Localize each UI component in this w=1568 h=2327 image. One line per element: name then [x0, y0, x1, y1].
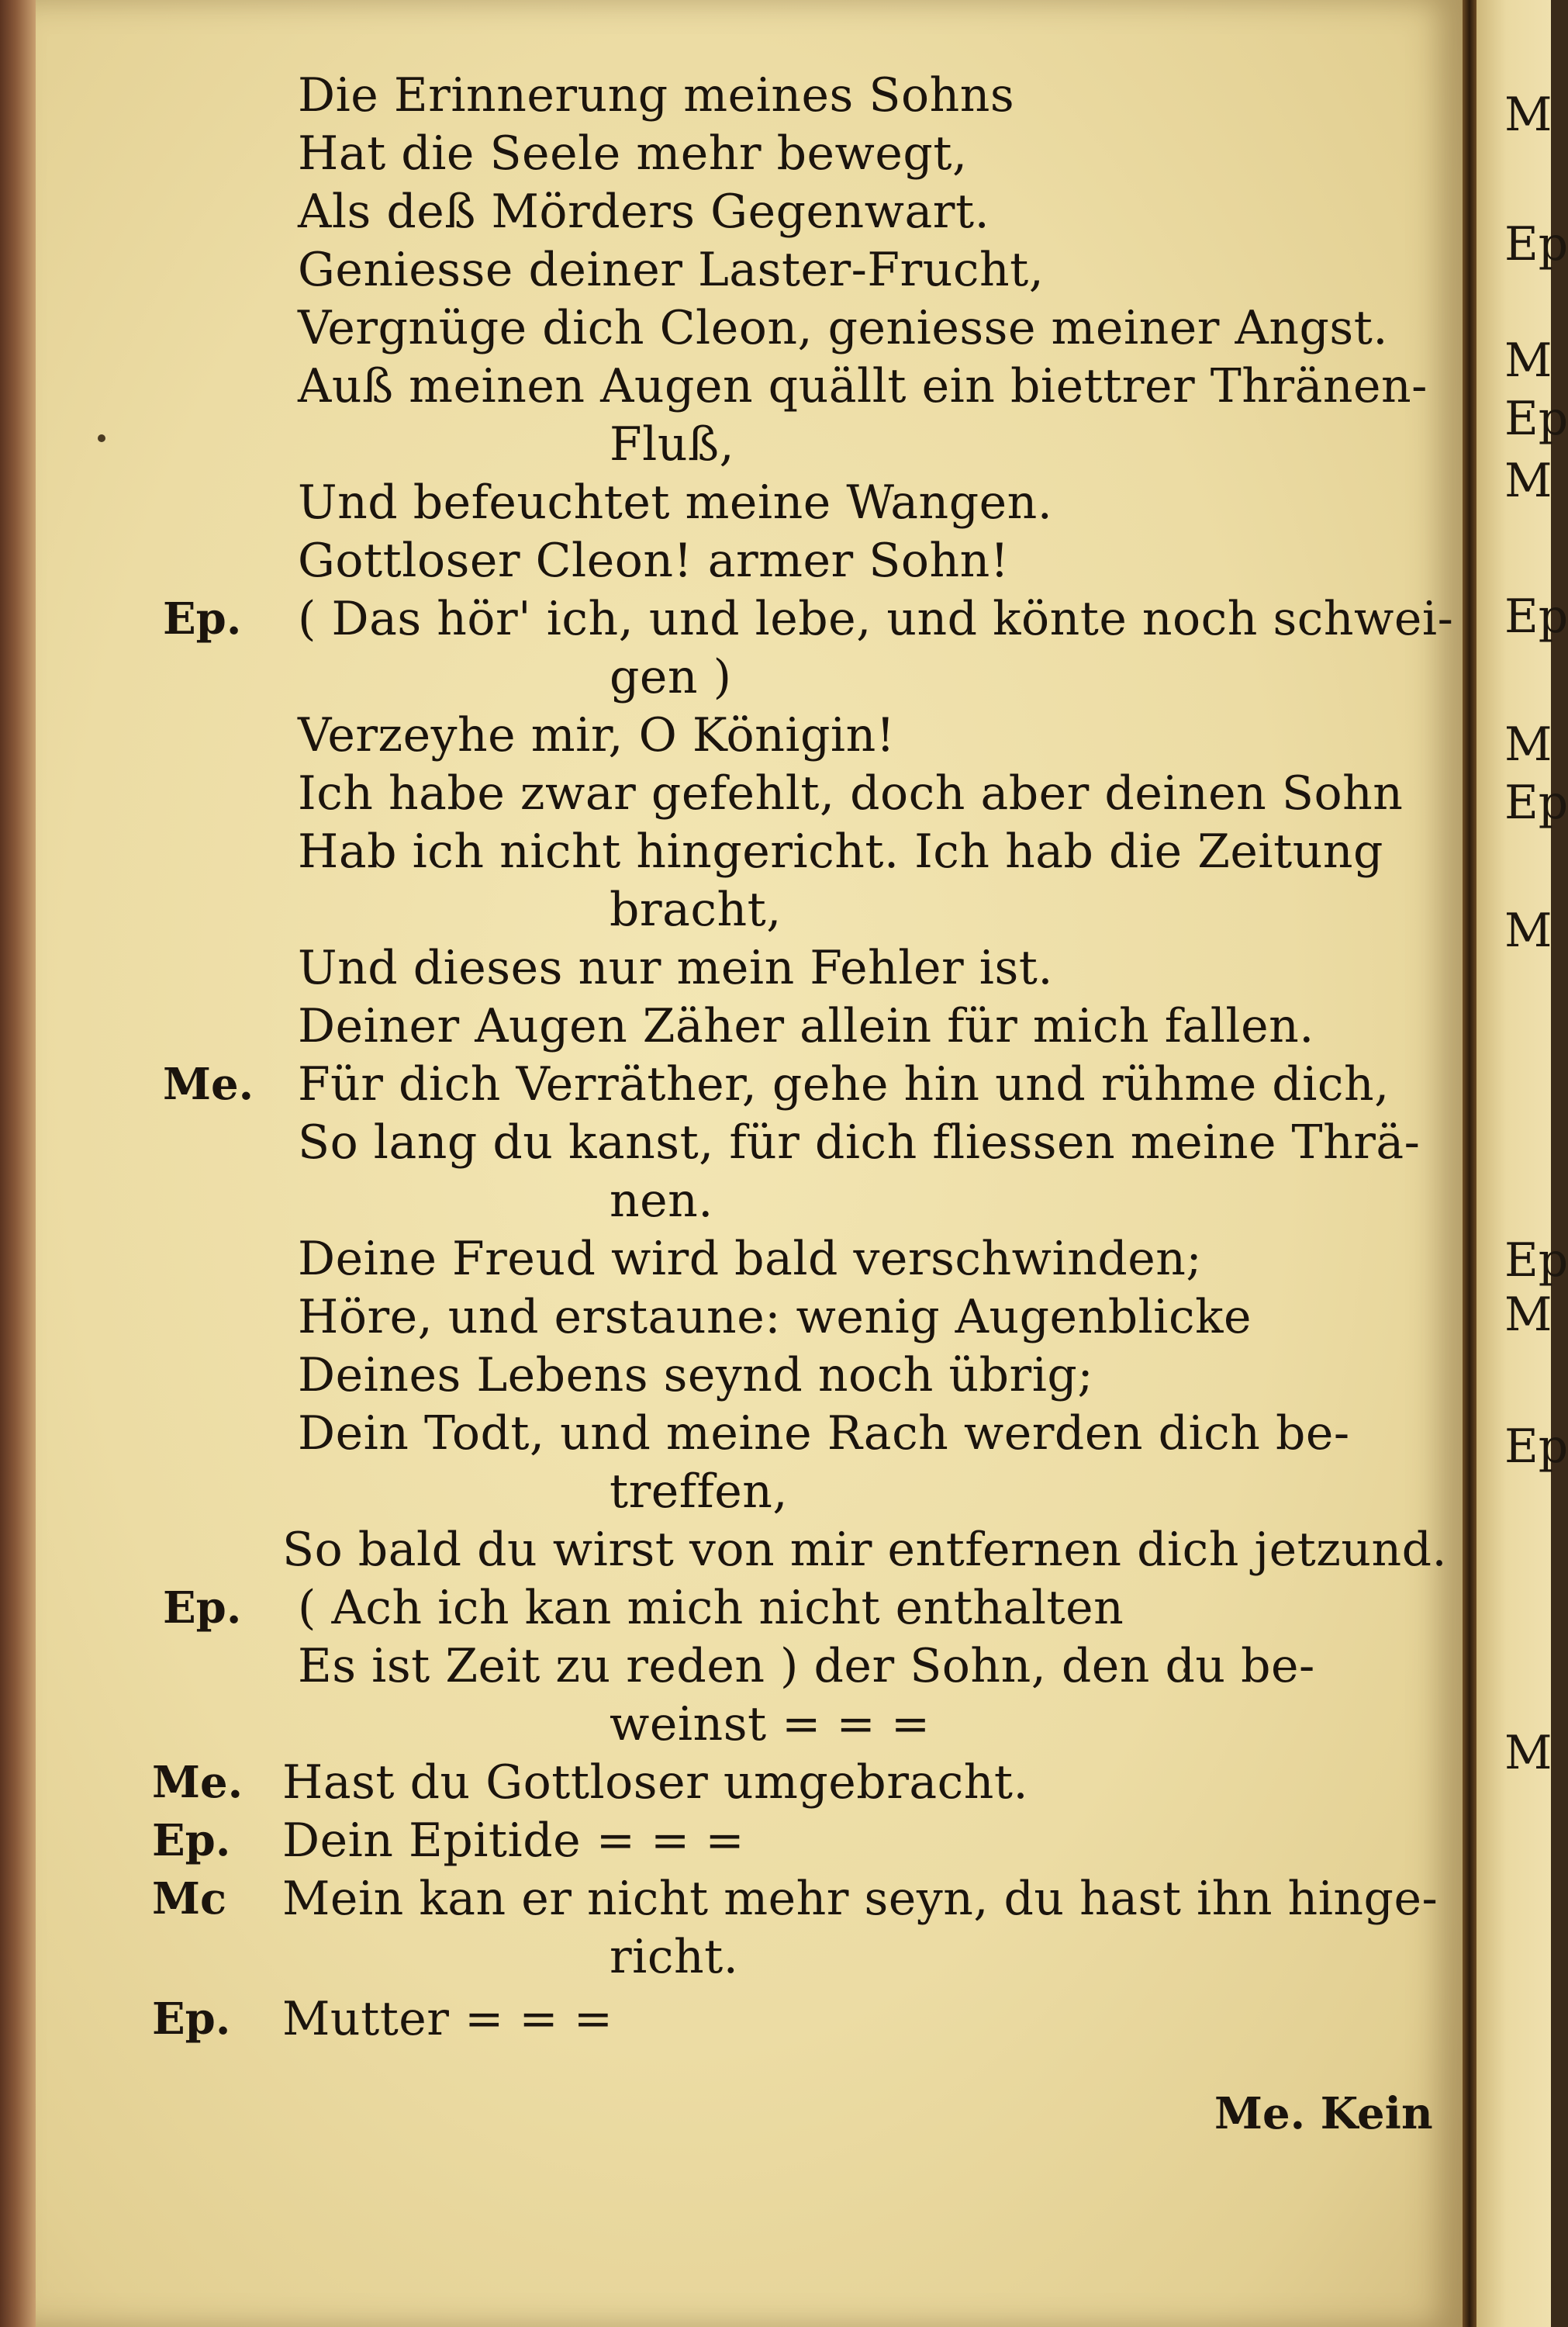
text-line: Mein kan er nicht mehr seyn, du hast ihn hinge-: [282, 1872, 1438, 1926]
speaker-label: Mc: [152, 1873, 227, 1924]
text-line: Vergnüge dich Cleon, geniesse meiner Angst.: [298, 301, 1388, 355]
speaker-label: Ep.: [152, 1993, 231, 2045]
text-line: Ich habe zwar gefehlt, doch aber deinen Sohn: [298, 766, 1404, 821]
text-line: Und dieses nur mein Fehler ist.: [298, 941, 1053, 995]
text-line: ( Ach ich kan mich nicht enthalten: [298, 1581, 1124, 1635]
catchword: Me. Kein: [1214, 2088, 1433, 2139]
text-line: nen.: [610, 1174, 713, 1228]
edge-letter: Ep: [1504, 1419, 1568, 1474]
text-line: weinst = = =: [610, 1697, 931, 1751]
text-line: Mutter = = =: [282, 1992, 613, 2046]
book-spine: [0, 0, 36, 2327]
text-line: Dein Todt, und meine Rach werden dich be-: [298, 1406, 1350, 1461]
text-line: Es ist Zeit zu reden ) der Sohn, den du be-: [298, 1639, 1315, 1693]
text-line: Deiner Augen Zäher allein für mich fallen.: [298, 999, 1314, 1053]
text-line: Fluß,: [610, 417, 735, 472]
text-line: Hab ich nicht hingericht. Ich hab die Zeitung: [298, 825, 1383, 879]
speaker-label: Ep.: [163, 593, 242, 645]
speaker-label: Ep.: [163, 1582, 242, 1634]
text-line: Deine Freud wird bald verschwinden;: [298, 1232, 1203, 1286]
speaker-label: Me.: [152, 1757, 243, 1808]
text-line: bracht,: [610, 883, 782, 937]
edge-letter: M: [1504, 904, 1552, 958]
text-line: So bald du wirst von mir entfernen dich jetzund.: [282, 1523, 1448, 1577]
text-line: So lang du kanst, für dich fliessen meine Thrä-: [298, 1115, 1421, 1170]
edge-letter: Ep: [1504, 392, 1568, 446]
edge-letter: M: [1504, 454, 1552, 508]
speaker-label: Me.: [163, 1059, 254, 1110]
edge-letter: Ep: [1504, 1233, 1568, 1288]
text-line: Deines Lebens seynd noch übrig;: [298, 1348, 1094, 1402]
text-line: Auß meinen Augen quällt ein biettrer Thränen-: [298, 359, 1428, 413]
edge-letter: Ep: [1504, 217, 1568, 271]
text-line: Hast du Gottloser umgebracht.: [282, 1755, 1029, 1810]
text-line: Dein Epitide = = =: [282, 1814, 745, 1868]
edge-letter: M: [1504, 1288, 1552, 1342]
text-line: Verzeyhe mir, O Königin!: [298, 708, 896, 762]
text-line: Für dich Verräther, gehe hin und rühme dich,: [298, 1057, 1390, 1112]
book-page: [36, 0, 1463, 2327]
edge-letter: Ep: [1504, 776, 1568, 830]
text-line: Und befeuchtet meine Wangen.: [298, 475, 1053, 530]
text-line: treffen,: [610, 1464, 788, 1519]
edge-letter: M: [1504, 1726, 1552, 1780]
text-line: Gottloser Cleon! armer Sohn!: [298, 534, 1010, 588]
paper-speck: [98, 434, 105, 442]
book-gutter: [1463, 0, 1476, 2327]
edge-letter: Ep: [1504, 590, 1568, 644]
speaker-label: Ep.: [152, 1815, 231, 1866]
edge-letter: M: [1504, 717, 1552, 772]
facing-page-edge: [1476, 0, 1568, 2327]
text-line: ( Das hör' ich, und lebe, und könte noch schwei-: [298, 592, 1454, 646]
text-line: Die Erinnerung meines Sohns: [298, 68, 1015, 123]
text-line: Geniesse deiner Laster-Frucht,: [298, 243, 1045, 297]
text-line: Hat die Seele mehr bewegt,: [298, 126, 968, 181]
text-line: Als deß Mörders Gegenwart.: [298, 185, 990, 239]
edge-letter: M: [1504, 88, 1552, 142]
text-line: gen ): [610, 650, 732, 704]
edge-letter: M: [1504, 334, 1552, 388]
text-line: richt.: [610, 1930, 739, 1984]
text-line: Höre, und erstaune: wenig Augenblicke: [298, 1290, 1252, 1344]
